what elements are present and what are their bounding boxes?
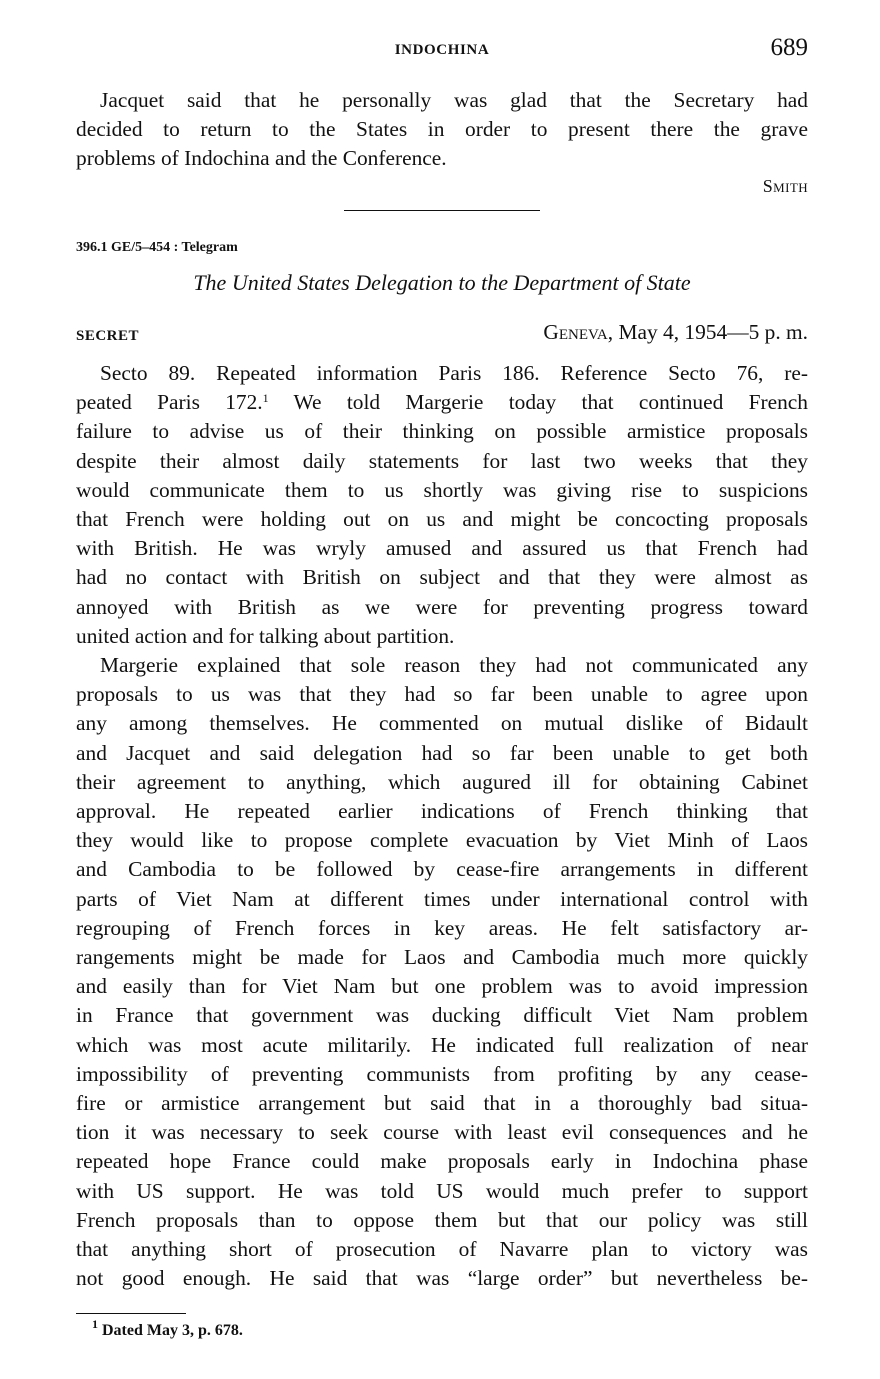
text-line: that French were holding out on us and might be concocting proposals (76, 507, 808, 532)
classification-label: SECRET (76, 328, 140, 344)
text-line: in France that government was ducking difficult Viet Nam problem (76, 1003, 808, 1028)
text-line: failure to advise us of their thinking on possible armistice proposals (76, 419, 808, 444)
text-line: and Jacquet and said delegation had so far been unable to get both (76, 740, 808, 765)
text-line: repeated hope France could make proposals early in Indochina phase (76, 1149, 808, 1174)
section-divider (344, 210, 540, 211)
intro-paragraph (76, 86, 808, 174)
text-line: and easily than for Viet Nam but one problem was to avoid impression (76, 974, 808, 999)
text-line: regrouping of French forces in key areas. He felt satisfactory ar- (76, 915, 808, 940)
document-title: The United States Delegation to the Department of State (193, 270, 691, 295)
footnote-divider (76, 1313, 186, 1314)
text-line: had no contact with British on subject and that they were almost as (76, 565, 808, 590)
text-fragment: peated Paris 172. (76, 390, 263, 415)
footnote-marker: 1 (262, 391, 269, 406)
text-fragment: We told Margerie today that continued French (268, 390, 808, 415)
text-line (76, 388, 808, 417)
text-line: would communicate them to us shortly was giving rise to suspicions (76, 477, 808, 502)
text-line: their agreement to anything, which augured ill for obtaining Cabinet (76, 769, 808, 794)
text-line: impossibility of preventing communists from profiting by any cease- (76, 1061, 808, 1086)
text-line: fire or armistice arrangement but said that in a thoroughly bad situa- (76, 1091, 808, 1116)
text-line: that anything short of prosecution of Navarre plan to victory was (76, 1237, 808, 1262)
footnote-number: 1 (92, 1317, 98, 1331)
text-line: Secto 89. Repeated information Paris 186. Reference Secto 76, re- (100, 361, 808, 385)
text-line: decided to return to the States in order to present there the grave (76, 117, 808, 142)
text-line: not good enough. He said that was “large order” but nevertheless be- (76, 1266, 808, 1291)
running-head (76, 34, 808, 66)
running-title: INDOCHINA (394, 42, 490, 58)
dateline (543, 320, 808, 345)
file-reference: 396.1 GE/5–454 : Telegram (76, 240, 238, 255)
signature: Smith (762, 176, 808, 196)
dateline-place: Geneva (543, 320, 608, 344)
body-paragraph-2 (76, 651, 808, 1293)
text-line: they would like to propose complete evacuation by Viet Minh of Laos (76, 828, 808, 853)
text-line: annoyed with British as we were for preventing progress toward (76, 594, 808, 619)
text-line: tion it was necessary to seek course with least evil consequences and he (76, 1120, 808, 1145)
text-line: united action and for talking about partition. (76, 623, 455, 648)
text-line: proposals to us was that they had so far been unable to agree upon (76, 682, 808, 707)
text-line: French proposals than to oppose them but that our policy was still (76, 1207, 808, 1232)
text-line: any among themselves. He commented on mutual dislike of Bidault (76, 711, 808, 736)
body-paragraph-1 (76, 359, 808, 651)
text-line: rangements might be made for Laos and Cambodia much more quickly (76, 945, 808, 970)
text-line: parts of Viet Nam at different times under international control with (76, 886, 808, 911)
text-line: problems of Indochina and the Conference. (76, 146, 447, 171)
page-number: 689 (770, 34, 808, 61)
footnote-text: Dated May 3, p. 678. (98, 1322, 243, 1339)
text-line: despite their almost daily statements for last two weeks that they (76, 448, 808, 473)
text-line: with British. He was wryly amused and assured us that French had (76, 536, 808, 561)
dateline-date: , May 4, 1954—5 p. m. (607, 320, 808, 344)
text-line: which was most acute militarily. He indicated full realization of near (76, 1032, 808, 1057)
text-line: Margerie explained that sole reason they had not communicated any (100, 653, 808, 677)
footnote (92, 1317, 243, 1340)
text-line: Jacquet said that he personally was glad that the Secretary had (100, 88, 808, 112)
text-line: with US support. He was told US would much prefer to support (76, 1178, 808, 1203)
text-line: approval. He repeated earlier indications of French thinking that (76, 799, 808, 824)
text-line: and Cambodia to be followed by cease-fire arrangements in different (76, 857, 808, 882)
